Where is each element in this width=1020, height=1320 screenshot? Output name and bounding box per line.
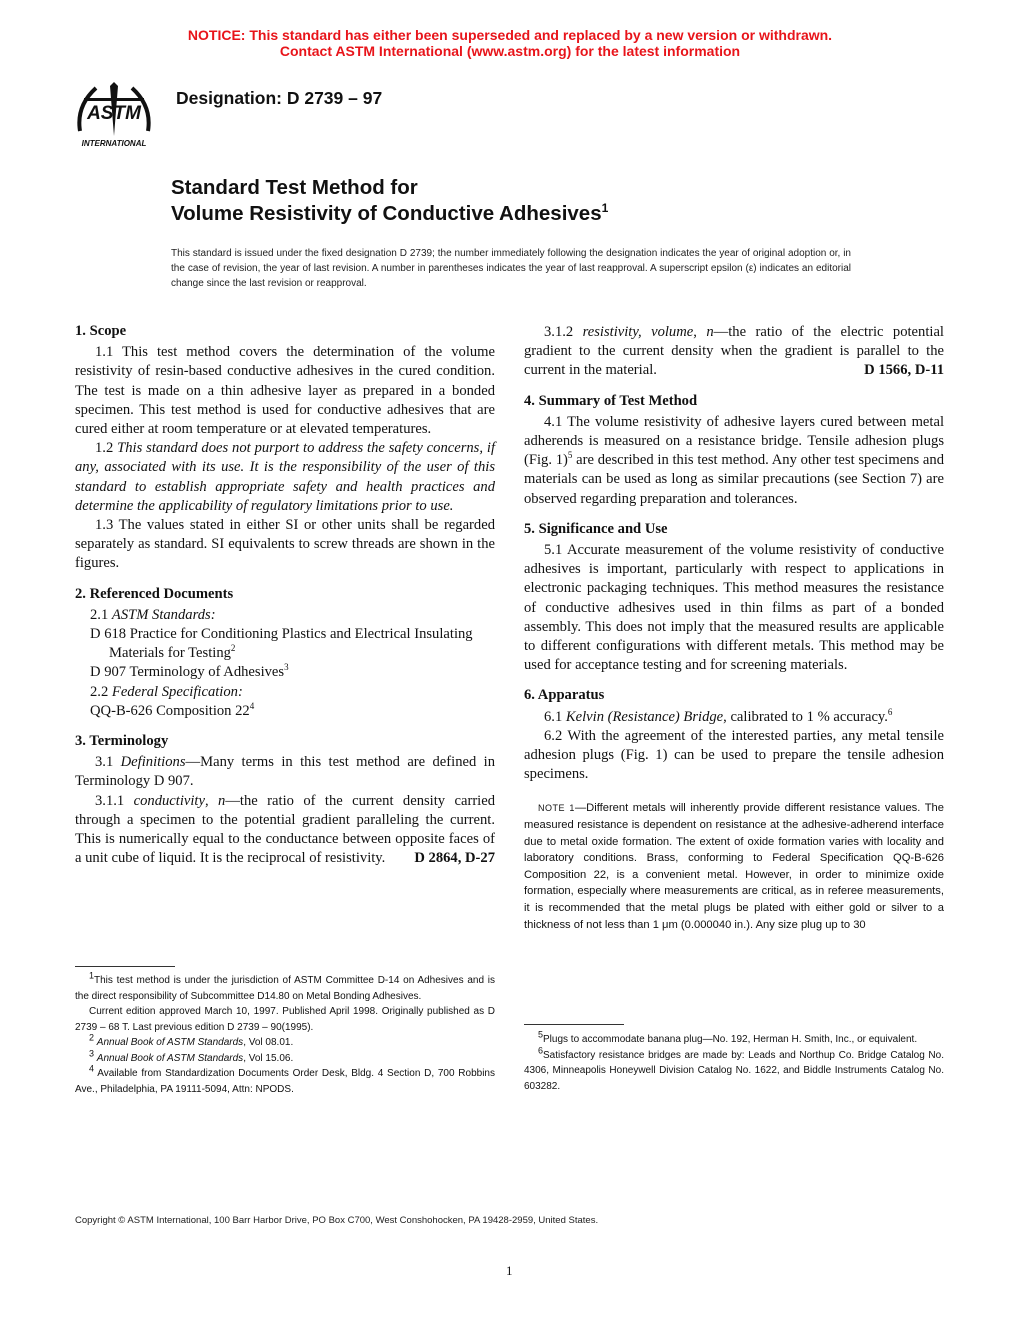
page-number: 1 xyxy=(506,1263,513,1278)
logo-subtext: INTERNATIONAL xyxy=(81,139,147,148)
issued-statement: This standard is issued under the fixed designation D 2739; the number immediately following the designation indicates the year of original adoption or, in the case of revision, the year of last revision. A number in parentheses indicates the year of last reapproval. A superscript epsilon (ε) indicates an editorial change since the last revision or reapproval. xyxy=(171,248,851,289)
left-column xyxy=(75,322,495,868)
para-3-1-2: 3.1.2 resistivity, volume, n—the ratio of the electric potential gradient to the current density when the gradient is parallel to the current in the material. D 1566, D-11 xyxy=(524,323,944,381)
para-2-2: 2.2 Federal Specification: xyxy=(90,683,243,700)
document-title xyxy=(171,175,608,227)
footnote-1b: Current edition approved March 10, 1997. Published April 1998. Originally published as D 2739 – 68 T. Last previous edition D 2739 – 90(1995). xyxy=(75,1006,495,1033)
footnote-4: $^4$ Available from Standardization Documents Order Desk, Bldg. 4 Section D, 700 Robbins Ave., Philadelphia, PA 19111-5094, Attn: NPODS. xyxy=(75,1063,495,1095)
footnote-1: $^1$This test method is under the jurisdiction of ASTM Committee D-14 on Adhesives and is the direct responsibility of Subcommittee D14.80 on Metal Bonding Adhesives. xyxy=(75,970,495,1002)
para-6-1: 6.1 Kelvin (Resistance) Bridge, calibrated to 1 % accuracy.$^6$ xyxy=(544,706,893,725)
notice-line-1: NOTICE: This standard has either been superseded and replaced by a new version or withdrawn. xyxy=(187,27,833,43)
footnote-rule-left xyxy=(75,966,175,967)
para-1-2: 1.2 This standard does not purport to address the safety concerns, if any, associated with its use. It is the responsibility of the user of this standard to establish appropriate safety and health practices and determine the applicability of regulatory limitations prior to use. xyxy=(75,440,495,514)
section-heading-summary: 4. Summary of Test Method xyxy=(524,392,698,409)
designation: Designation: D 2739 – 97 xyxy=(176,88,383,108)
para-6-2: 6.2 With the agreement of the interested parties, any metal tensile adhesion plugs (Fig. 1) can be used to prepare the tensile adhesion specimens. xyxy=(524,727,944,783)
footnote-2: $^2$ Annual Book of ASTM Standards, Vol 08.01. xyxy=(89,1032,294,1048)
section-heading-terminology: 3. Terminology xyxy=(75,733,169,750)
section-heading-referenced: 2. Referenced Documents xyxy=(75,585,234,602)
para-3-1: 3.1 Definitions—Many terms in this test method are defined in Terminology D 907. xyxy=(75,754,496,790)
section-heading-apparatus: 6. Apparatus xyxy=(524,687,605,704)
logo-text: ASTM xyxy=(87,103,141,124)
ref-qq-b-626: QQ-B-626 Composition $22^4$ xyxy=(90,701,255,719)
footnote-6: $^6$Satisfactory resistance bridges are made by: Leads and Northup Co. Bridge Catalog No. 4306, Minneapolis Honeywell Division Catalog No. 1622, and Biddle Instruments Catalog No. 603282. xyxy=(524,1045,944,1092)
notice-line-2: Contact ASTM International (www.astm.org) for the latest information xyxy=(279,43,741,59)
para-1-3: 1.3 The values stated in either SI or other units shall be regarded separately as standard. SI equivalents to screw threads are shown in the figures. xyxy=(75,517,495,572)
ref-d1566: D 1566, D-11 xyxy=(864,362,944,379)
title-line-1: Standard Test Method for xyxy=(171,176,418,199)
astm-logo xyxy=(66,76,162,150)
copyright: Copyright © ASTM International, 100 Barr Harbor Drive, PO Box C700, West Conshohocken, PA 19428-2959, United States. xyxy=(75,1215,599,1226)
para-1-1: 1.1 This test method covers the determination of the volume resistivity of resin-based conductive adhesives in the cured condition. The test is made on a thin adhesive layer as prepared in a bonded specimen. This test method is used for conductive adhesives that are cured either at room temperature or at elevated temperatures. xyxy=(75,344,495,438)
notice-banner xyxy=(0,27,1020,59)
footnote-5: $^5$Plugs to accommodate banana plug—No. 192, Herman H. Smith, Inc., or equivalent. xyxy=(538,1029,918,1045)
title-footnote-ref: 1 xyxy=(601,201,609,216)
note-1: NOTE 1—Different metals will inherently provide different resistance values. The measured resistance is dependent on resistance at the adhesive-adherend interface due to metal oxide formation. The extent of oxide formation varies with locality and laboratory conditions. Brass, conforming to Federal Specification QQ-B-626 Composition 22, is a convenient metal. However, in order to minimize oxide formation, especially where measurements are critical, as in referee measurements, it is recommended that the metal plugs be plated with either gold or silver to a thickness of not less than 1 μm (0.000040 in.). Any size plug up to 30 xyxy=(524,802,944,931)
footnote-3: $^3$ Annual Book of ASTM Standards, Vol 15.06. xyxy=(89,1048,294,1064)
ref-d2864: D 2864, D-27 xyxy=(414,850,495,867)
section-heading-significance: 5. Significance and Use xyxy=(524,520,668,537)
para-2-1: 2.1 ASTM Standards: xyxy=(90,606,216,623)
para-5-1: 5.1 Accurate measurement of the volume resistivity of conductive adhesives is important, particularly with respect to applications in electronic packaging techniques. This method measures the resistance of conductive adhesives used in thin films as part of a bonded assembly. This does not imply that the measured results are applicable to different configurations with different metals. This method may be used for acceptance testing and for screening materials. xyxy=(524,542,944,674)
para-3-1-1: 3.1.1 conductivity, n—the ratio of the current density carried through a specimen to the potential gradient paralleling the current. This is numerically equal to the conductance between opposite faces of a unit cube of liquid. It is the reciprocal of resistivity. D 2864, D-27 xyxy=(75,792,495,869)
footnotes-left xyxy=(75,970,495,1097)
section-heading-scope: 1. Scope xyxy=(75,323,127,339)
ref-d907: D 907 Terminology of Adhesives$^3$ xyxy=(90,662,289,681)
footnote-rule-right xyxy=(524,1024,624,1025)
para-4-1: 4.1 The volume resistivity of adhesive layers cured between metal adherends is measured on a resistance bridge. Tensile adhesion plugs (Fig. 1)$^5$ are described in this test method. Any other test specimens and materials can be used as long as similar precautions (see Section 7) are observed regarding preparation and tolerances. xyxy=(524,413,944,507)
ref-d618: D 618 Practice for Conditioning Plastics and Electrical Insulating Materials for Testing$^2$ xyxy=(90,626,473,662)
footnotes-right xyxy=(524,1029,944,1094)
right-column xyxy=(524,323,944,933)
title-line-2: Volume Resistivity of Conductive Adhesives xyxy=(171,202,602,225)
